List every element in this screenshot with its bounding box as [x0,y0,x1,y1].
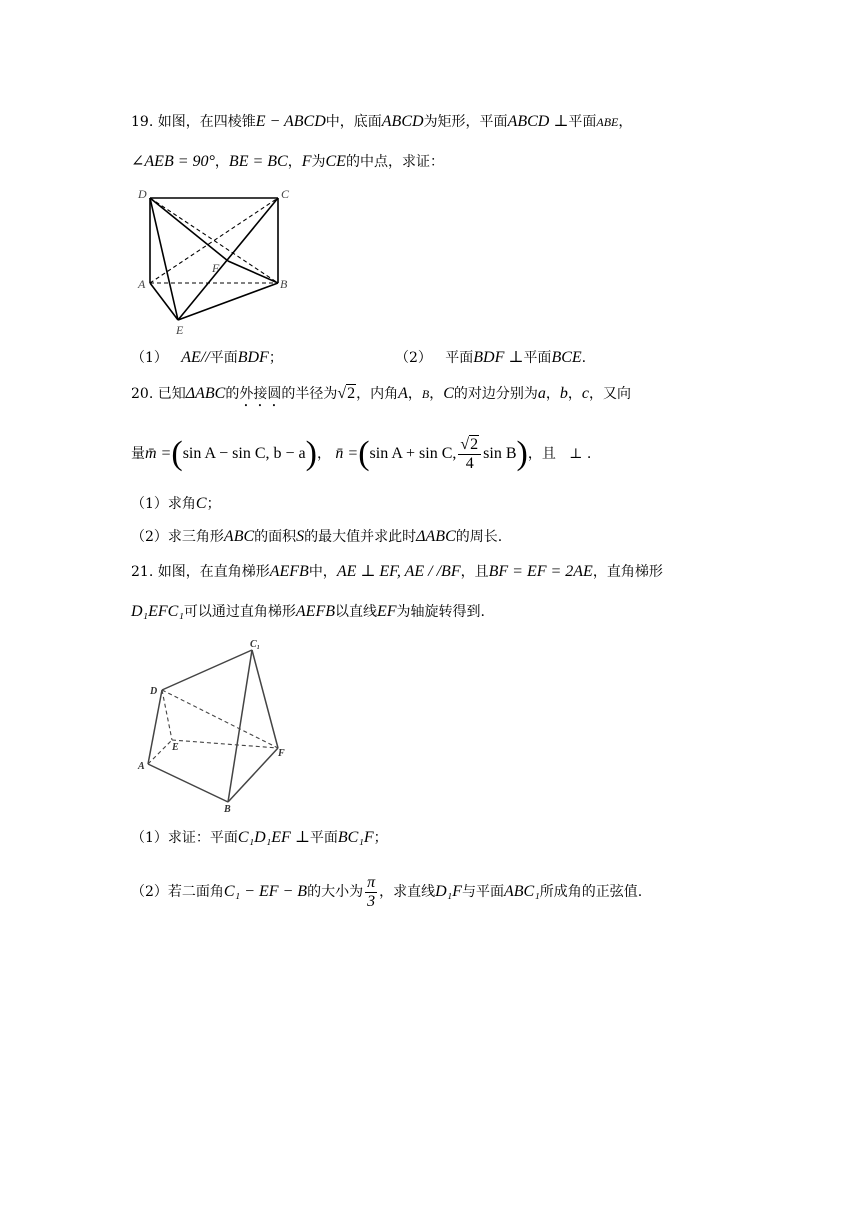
q21-part2: （2）若二面角C₁ − EF − B的大小为 $\frac{\pi}{3}$ ，求直线D₁F与平面ABC₁所成角的正弦值. [131,873,643,910]
label-D: D [138,187,147,201]
sqrt2-over-4: $\frac{√2}{4}$ [458,436,481,473]
q19-part2: （2） 平面BDF ⊥平面BCE. [395,349,587,366]
q21-line2: D₁EFC₁可以通过直角梯形AEFB以直线EF为轴旋转得到. [131,603,485,620]
q19-pyramid-figure [136,184,296,336]
label-C1: C₁ [250,639,261,650]
label-E: E [176,323,184,336]
label-C: C [281,187,290,201]
label-A: A [138,761,145,772]
label-D: D [150,686,158,697]
q21-line1: 21. 如图，在直角梯形AEFB中，AE ⊥ EF, AE / /BF，且BF = EF = 2AE，直角梯形 [131,563,663,580]
label-B: B [224,804,231,812]
q21-part1: （1）求证：平面C₁D₁EF ⊥平面BC₁F； [131,829,388,846]
label-B: B [280,277,288,291]
q20-number: 20. [131,386,154,402]
q20-part2: （2）求三角形ABC的面积S的最大值并求此时ΔABC的周长. [131,528,503,545]
q21-trapezoid-figure [136,636,296,812]
q20-line1: 20. 已知ΔABC的外接圆的半径为√2，内角A，B，C的对边分别为a，b，c，又向 [131,385,632,402]
q19-line2: ∠AEB = 90°，BE = BC，F为CE的中点，求证： [131,153,444,170]
label-F: F [278,748,285,759]
q21-number: 21. [131,564,154,580]
label-E: E [172,742,179,753]
pi-over-3: $\frac{\pi}{3}$ [367,873,376,910]
label-A: A [138,277,146,291]
q20-line2: 量m̄ =(sin A − sin C, b − a)， n̄ =(sin A + sin C, $\frac{√2}{4}$ sin B)，且 ⊥ . [131,435,592,472]
q19-part1: （1） AE//平面BDF； [131,349,283,366]
label-F: F [212,261,220,275]
q19-line1: 19. 如图，在四棱锥E − ABCD中，底面ABCD为矩形，平面ABCD ⊥平面ABE， [131,113,633,130]
q20-part1: （1）求角C； [131,495,221,512]
q19-number: 19. [131,114,154,130]
